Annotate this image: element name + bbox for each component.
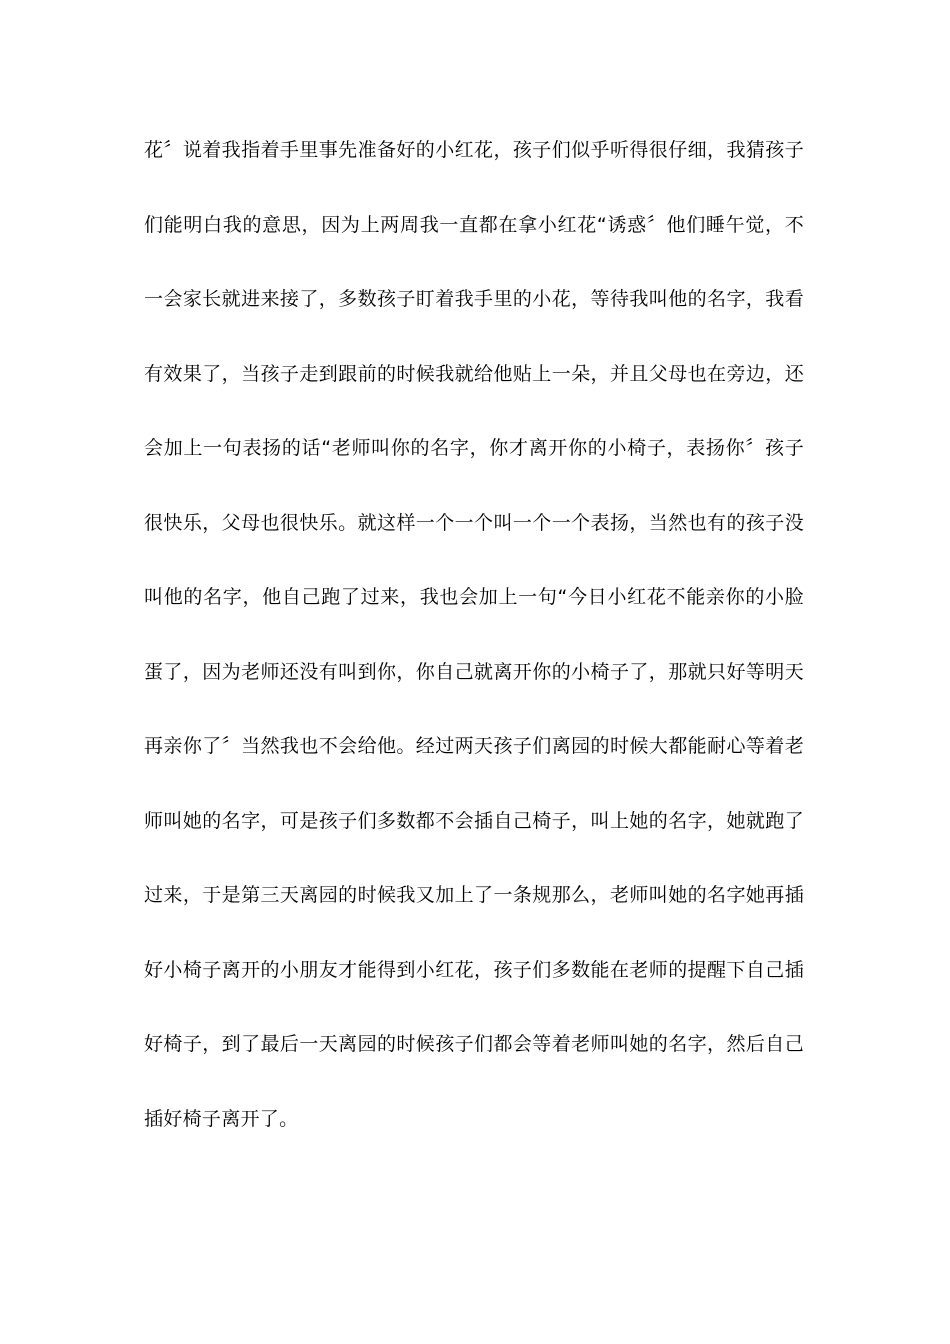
text-line-last: 插好椅子离开了。 bbox=[144, 1107, 299, 1130]
text-line: 过来，于是第三天离园的时候我又加上了一条规那么，老师叫她的名字她再插 bbox=[144, 884, 804, 906]
text-line: 很快乐，父母也很快乐。就这样一个一个叫一个一个表扬，当然也有的孩子没 bbox=[144, 511, 804, 534]
text-line: 好椅子，到了最后一天离园的时候孩子们都会等着老师叫她的名字，然后自己 bbox=[144, 1033, 804, 1055]
text-line: 们能明白我的意思，因为上两周我一直都在拿小红花“诱惑〞他们睡午觉，不 bbox=[144, 213, 804, 236]
text-line: 花〞说着我指着手里事先准备好的小红花，孩子们似乎听得很仔细，我猜孩子 bbox=[144, 139, 804, 161]
text-line: 蛋了，因为老师还没有叫到你，你自己就离开你的小椅子了，那就只好等明天 bbox=[144, 660, 804, 683]
body-paragraph bbox=[144, 132, 804, 1175]
text-line: 会加上一句表扬的话“老师叫你的名字，你才离开你的小椅子，表扬你〞孩子 bbox=[144, 437, 804, 459]
text-line: 一会家长就进来接了，多数孩子盯着我手里的小花，等待我叫他的名字，我看 bbox=[144, 288, 804, 310]
text-line: 再亲你了〞当然我也不会给他。经过两天孩子们离园的时候大都能耐心等着老 bbox=[144, 735, 804, 757]
text-line: 好小椅子离开的小朋友才能得到小红花，孩子们多数能在老师的提醒下自己插 bbox=[144, 958, 804, 981]
text-line: 师叫她的名字，可是孩子们多数都不会插自己椅子，叫上她的名字，她就跑了 bbox=[144, 809, 804, 832]
text-line: 有效果了，当孩子走到跟前的时候我就给他贴上一朵，并且父母也在旁边，还 bbox=[144, 362, 804, 385]
text-line: 叫他的名字，他自己跑了过来，我也会加上一句“今日小红花不能亲你的小脸 bbox=[144, 586, 804, 608]
